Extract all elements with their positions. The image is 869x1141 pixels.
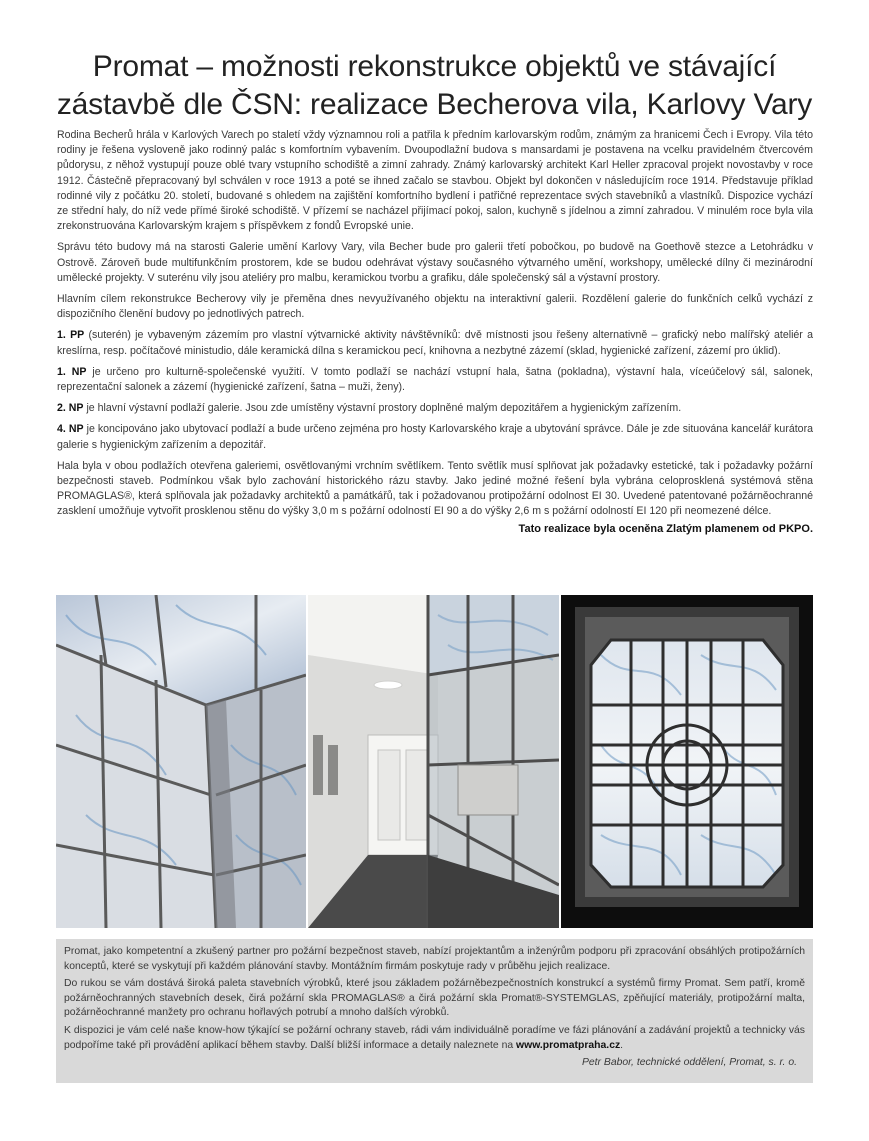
website-link[interactable]: www.promatpraha.cz [516,1039,621,1051]
info-paragraph-contact: K dispozici je vám celé naše know-how týkající se požární ochrany staveb, rádi vám individuálně poradíme ve fázi plánování a zadávání projektů a technicky vás podpoříme také při provádění aplikací během stavby. Další bližší informace a detaily naleznete na www.promatpraha.cz. [64,1024,805,1051]
photo-skylight-top-view [561,595,813,928]
paragraph-history: Rodina Becherů hrála v Karlových Varech po staletí vždy významnou roli a patřila k předním karlovarským rodům, známým za hranicemi Čech i Evropy. Vila této rodiny je řešena vysloveně jako rodinný palác s komfortním vybavením. Dvoupodlažní budova s mansardami je postavena na vcelku pravidelném čtvercovém půdorysu, z něhož vystupují pouze oblé tvary vstupního schodiště a zimní zahrady. Známý karlovarský architekt Karl Heller zpracoval projekt novostavby v roce 1912. Částečně přepracovaný byl schválen v roce 1913 a poté se ihned začalo se stavbou. Objekt byl dokončen v následujícím roce 1914. Představuje příklad rodinné vily z počátku 20. století, budované s ohledem na zajištění komfortního bydlení i patřičné reprezentace svých stavebníků a vlastníků. Dispozice vychází ze střední haly, do níž vede přímé široké schodiště. V přízemí se nacházel přijímací pokoj, salon, kuchyně s jídelnou a zimní zahradou. V minulém roce byla vila zrekonstruována Karlovarským krajem s příspěvkem z fondů Evropské unie. [57,129,813,233]
paragraph-floor-1np: 1. NP je určeno pro kulturně-společenské využití. V tomto podlaží se nachází vstupní hala, šatna (pokladna), výstavní hala, víceúčelový sál, salonek, reprezentační salonek a zázemí (hygienické zařízení, šatna – muži, ženy). [57,365,813,394]
floor-label: 1. PP [57,329,85,342]
paragraph-administration: Správu této budovy má na starosti Galerie umění Karlovy Vary, vila Becher bude pro galerii třetí pobočkou, po budově na Goethově stezce a Letohrádku v Ostrově. Zároveň bude multifunkčním prostorem, kde se budou odehrávat výstavy současného výtvarného umění, workshopy, umělecké dílny či mezinárodní umělecké projekty. V suterénu vily jsou ateliéry pro malbu, keramickou tvorbu a grafiku, dále společenský sál a výstavní prostory. [57,241,813,284]
info-paragraph-partner: Promat, jako kompetentní a zkušený partner pro požární bezpečnost staveb, nabízí projektantům a inženýrům podporu při zpracování obsáhlých protipožárních konceptů, které se vyskytují při každém plánování stavby. Montážním firmám poskytuje rady v průběhu jejich realizace. [64,946,805,972]
info-paragraph-products: Do rukou se vám dostává široká paleta stavebních výrobků, které jsou základem požárněbezpečnostních konstrukcí a systémů firmy Promat. Sem patří, kromě požárněochranných stavebních desek, čirá požární skla PROMAGLAS® a čirá požární skla Promat®-SYSTEMGLAS, zpěňující materiály, protipožární malta, požárněochranné manžety pro ochranu hořlavých potrubí a mnoho dalších výrobků. [64,978,805,1019]
paragraph-floor-1pp: 1. PP (suterén) je vybaveným zázemím pro vlastní výtvarnické aktivity návštěvníků: dvě místnosti jsou řešeny alternativně – grafický nebo malířský ateliér a kreslírna, resp. počítačové ministudio, dále keramická dílna s keramickou pecí, knihovna a nezbytné zázemí (sklad, hygienické zařízení, zázemí pro úklid). [57,329,813,357]
paragraph-floor-4np: 4. NP je koncipováno jako ubytovací podlaží a bude určeno zejména pro hosty Karlovarského kraje a ubytování správce. Dále je zde situována kancelář kurátora galerie s hygienickým zařízením a depozitář. [57,423,813,451]
author-signature: Petr Babor, technické oddělení, Promat, s. r. o. [581,1057,797,1069]
paragraph-goal: Hlavním cílem rekonstrukce Becherovy vily je přeměna dnes nevyužívaného objektu na interaktivní galerii. Rozdělení galerie do funkčních celků vychází z dispozičního členění budovy po jednotlivých patrech. [57,293,813,321]
article-body [57,128,813,543]
floor-label: 1. NP [57,365,87,378]
paragraph-skylight: Hala byla v obou podlažích otevřena galeriemi, osvětlovanými vrchním světlíkem. Tento světlík musí splňovat jak požadavky estetické, tak i požadavky požární bezpečnosti staveb. Podmínkou však bylo zachování historického rázu stavby. Jako jediné možné řešení byla vybrána celoprosklená systémová stěna PROMAGLAS®, která splňovala jak požadavky architektů a památkářů, tak i požadovanou protipožární odolnost EI 30. Uvedené patentované požárněochranné zasklení umožňuje vytvořit prosklenou stěnu do výšky 3,0 m s požární odolností EI 90 a do výšky 2,6 m s požární odolností EI 120 při neomezené délce. [57,459,813,518]
page-title: Promat – možnosti rekonstrukce objektů ve stávající zástavbě dle ČSN: realizace Becherova vila, Karlovy Vary [56,50,813,121]
promat-info-box [56,939,813,1083]
photo-corridor-glass-wall [308,595,559,928]
photo-strip [56,595,813,928]
photo-skylight-angle [56,595,306,928]
floor-label: 2. NP [57,402,84,415]
paragraph-floor-2np: 2. NP je hlavní výstavní podlaží galerie. Jsou zde umístěny výstavní prostory doplněné malým depozitářem a hygienickým zařízením. [57,402,682,415]
award-note: Tato realizace byla oceněna Zlatým plamenem od PKPO. [518,522,813,535]
floor-label: 4. NP [57,423,84,436]
